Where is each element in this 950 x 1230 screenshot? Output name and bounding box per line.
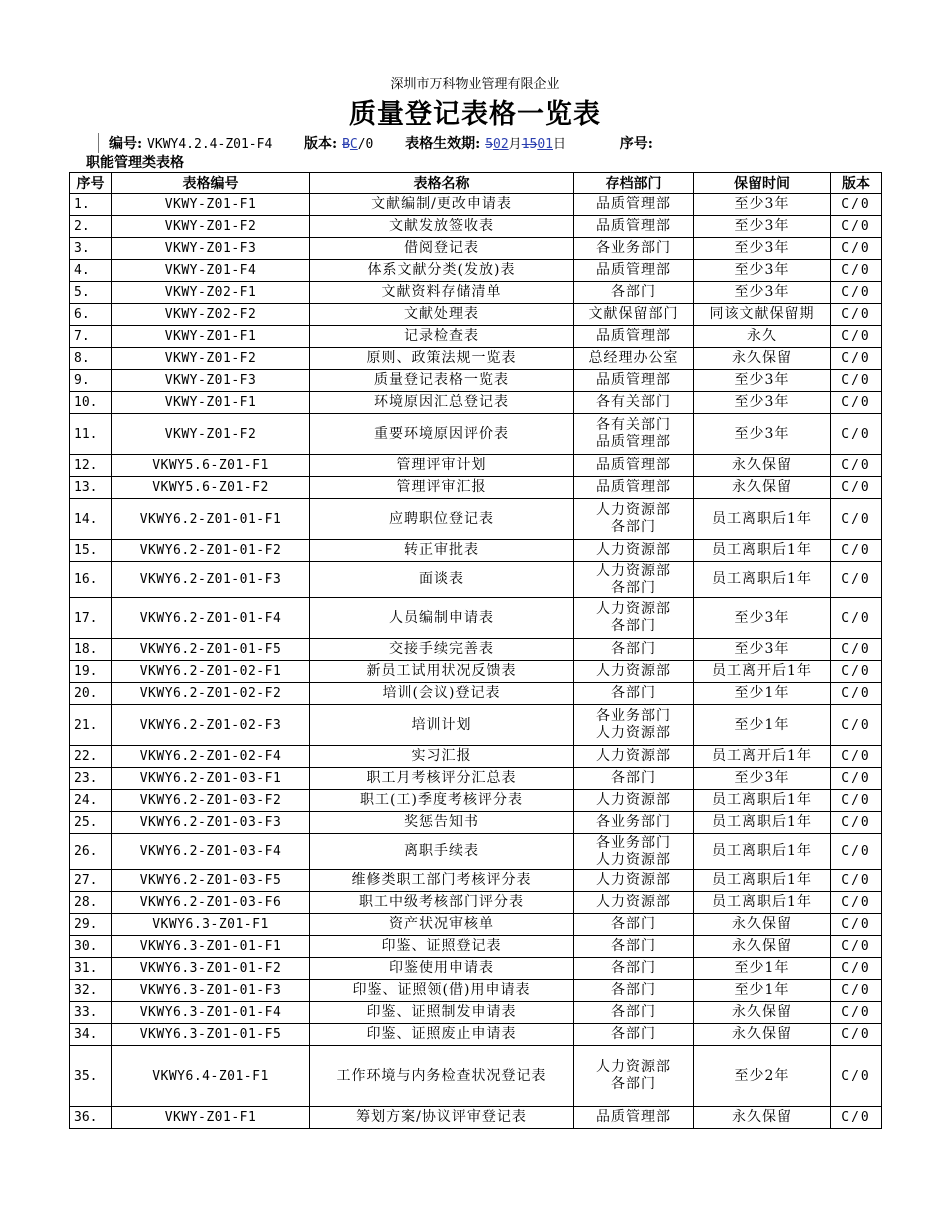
form-code: VKWY6.2-Z01-01-F2	[112, 540, 310, 562]
col-header-name: 表格名称	[310, 173, 574, 194]
form-code: VKWY6.3-Z01-01-F1	[112, 936, 310, 958]
form-version: C/0	[831, 598, 882, 639]
row-number: 13.	[70, 477, 112, 499]
form-version: C/0	[831, 1002, 882, 1024]
retention-period: 至少3年	[694, 639, 831, 661]
form-name: 环境原因汇总登记表	[310, 392, 574, 414]
form-code: VKWY6.2-Z01-02-F2	[112, 683, 310, 705]
row-number: 22.	[70, 746, 112, 768]
table-row	[70, 216, 882, 238]
form-code: VKWY6.2-Z01-01-F3	[112, 562, 310, 598]
retention-period: 至少3年	[694, 194, 831, 216]
form-version: C/0	[831, 348, 882, 370]
row-number: 18.	[70, 639, 112, 661]
form-name: 筹划方案/协议评审登记表	[310, 1107, 574, 1129]
form-version: C/0	[831, 562, 882, 598]
form-name: 面谈表	[310, 562, 574, 598]
version-struck: B	[342, 137, 350, 152]
code-value: VKWY4.2.4-Z01-F4	[147, 137, 273, 152]
form-code: VKWY-Z02-F2	[112, 304, 310, 326]
form-name: 借阅登记表	[310, 238, 574, 260]
row-number: 16.	[70, 562, 112, 598]
form-name: 印鉴、证照领(借)用申请表	[310, 980, 574, 1002]
form-name: 维修类职工部门考核评分表	[310, 870, 574, 892]
form-name: 职工月考核评分汇总表	[310, 768, 574, 790]
form-code: VKWY6.2-Z01-01-F1	[112, 499, 310, 540]
row-number: 7.	[70, 326, 112, 348]
form-version: C/0	[831, 705, 882, 746]
form-name: 新员工试用状况反馈表	[310, 661, 574, 683]
archive-dept: 各部门	[574, 980, 694, 1002]
archive-dept: 品质管理部	[574, 216, 694, 238]
table-row	[70, 477, 882, 499]
table-row	[70, 958, 882, 980]
day-struck: 15	[521, 137, 538, 152]
form-code: VKWY-Z01-F2	[112, 414, 310, 455]
retention-period: 至少3年	[694, 392, 831, 414]
form-code: VKWY6.3-Z01-01-F2	[112, 958, 310, 980]
form-code: VKWY6.3-Z01-01-F5	[112, 1024, 310, 1046]
form-name: 工作环境与内务检查状况登记表	[310, 1046, 574, 1107]
form-version: C/0	[831, 392, 882, 414]
row-number: 23.	[70, 768, 112, 790]
table-row	[70, 562, 882, 598]
archive-dept: 品质管理部	[574, 477, 694, 499]
retention-period: 永久保留	[694, 1002, 831, 1024]
page-title: 质量登记表格一览表	[349, 99, 601, 130]
retention-period: 至少1年	[694, 958, 831, 980]
form-name: 交接手续完善表	[310, 639, 574, 661]
form-code: VKWY6.3-Z01-01-F3	[112, 980, 310, 1002]
retention-period: 员工离职后1年	[694, 812, 831, 834]
retention-period: 至少1年	[694, 705, 831, 746]
retention-period: 至少3年	[694, 414, 831, 455]
form-name: 奖惩告知书	[310, 812, 574, 834]
retention-period: 员工离职后1年	[694, 562, 831, 598]
form-version: C/0	[831, 958, 882, 980]
form-version: C/0	[831, 414, 882, 455]
version-value: C	[349, 137, 358, 152]
row-number: 33.	[70, 1002, 112, 1024]
form-code: VKWY5.6-Z01-F2	[112, 477, 310, 499]
form-name: 文献发放签收表	[310, 216, 574, 238]
version-label: 版本:	[304, 136, 338, 152]
form-version: C/0	[831, 936, 882, 958]
form-code: VKWY5.6-Z01-F1	[112, 455, 310, 477]
archive-dept: 各部门	[574, 639, 694, 661]
row-number: 30.	[70, 936, 112, 958]
retention-period: 至少1年	[694, 980, 831, 1002]
row-number: 8.	[70, 348, 112, 370]
retention-period: 员工离职后1年	[694, 499, 831, 540]
form-version: C/0	[831, 683, 882, 705]
row-number: 21.	[70, 705, 112, 746]
archive-dept: 人力资源部	[574, 661, 694, 683]
col-header-code: 表格编号	[112, 173, 310, 194]
archive-dept: 人力资源部 各部门	[574, 598, 694, 639]
form-code: VKWY-Z01-F3	[112, 238, 310, 260]
table-row	[70, 768, 882, 790]
col-header-no: 序号	[70, 173, 112, 194]
form-name: 职工(工)季度考核评分表	[310, 790, 574, 812]
retention-period: 永久保留	[694, 1024, 831, 1046]
retention-period: 永久保留	[694, 914, 831, 936]
form-version: C/0	[831, 370, 882, 392]
form-code: VKWY-Z01-F1	[112, 392, 310, 414]
table-row	[70, 1046, 882, 1107]
archive-dept: 各有关部门 品质管理部	[574, 414, 694, 455]
retention-period: 至少3年	[694, 260, 831, 282]
form-code: VKWY-Z01-F1	[112, 326, 310, 348]
table-row	[70, 661, 882, 683]
archive-dept: 品质管理部	[574, 326, 694, 348]
archive-dept: 品质管理部	[574, 1107, 694, 1129]
table-row	[70, 746, 882, 768]
document-meta	[98, 133, 909, 153]
table-header-row	[70, 173, 882, 194]
day-unit: 日	[553, 137, 567, 152]
retention-period: 至少1年	[694, 683, 831, 705]
retention-period: 员工离职后1年	[694, 892, 831, 914]
form-version: C/0	[831, 477, 882, 499]
form-code: VKWY6.2-Z01-02-F4	[112, 746, 310, 768]
table-row	[70, 392, 882, 414]
form-version: C/0	[831, 892, 882, 914]
archive-dept: 各部门	[574, 683, 694, 705]
archive-dept: 人力资源部 各部门	[574, 1046, 694, 1107]
month-value: 02	[493, 137, 509, 152]
month-struck: 5	[485, 137, 494, 152]
archive-dept: 各业务部门	[574, 238, 694, 260]
form-name: 原则、政策法规一览表	[310, 348, 574, 370]
table-row	[70, 499, 882, 540]
archive-dept: 人力资源部	[574, 746, 694, 768]
retention-period: 员工离开后1年	[694, 661, 831, 683]
archive-dept: 人力资源部	[574, 870, 694, 892]
retention-period: 员工离开后1年	[694, 746, 831, 768]
row-number: 24.	[70, 790, 112, 812]
retention-period: 员工离职后1年	[694, 870, 831, 892]
row-number: 29.	[70, 914, 112, 936]
row-number: 27.	[70, 870, 112, 892]
form-name: 记录检查表	[310, 326, 574, 348]
form-version: C/0	[831, 639, 882, 661]
table-row	[70, 540, 882, 562]
form-name: 管理评审汇报	[310, 477, 574, 499]
table-row	[70, 980, 882, 1002]
row-number: 26.	[70, 834, 112, 870]
table-row	[70, 914, 882, 936]
retention-period: 员工离职后1年	[694, 540, 831, 562]
form-name: 转正审批表	[310, 540, 574, 562]
form-code: VKWY-Z01-F1	[112, 194, 310, 216]
form-code: VKWY6.2-Z01-03-F6	[112, 892, 310, 914]
form-code: VKWY-Z02-F1	[112, 282, 310, 304]
form-code: VKWY6.2-Z01-03-F4	[112, 834, 310, 870]
form-version: C/0	[831, 980, 882, 1002]
form-version: C/0	[831, 790, 882, 812]
form-version: C/0	[831, 1024, 882, 1046]
table-row	[70, 870, 882, 892]
form-code: VKWY6.2-Z01-03-F3	[112, 812, 310, 834]
row-number: 17.	[70, 598, 112, 639]
retention-period: 至少3年	[694, 216, 831, 238]
version-suffix: /0	[357, 137, 374, 152]
row-number: 4.	[70, 260, 112, 282]
retention-period: 员工离职后1年	[694, 834, 831, 870]
col-header-dept: 存档部门	[574, 173, 694, 194]
archive-dept: 品质管理部	[574, 194, 694, 216]
form-code: VKWY-Z01-F3	[112, 370, 310, 392]
archive-dept: 各部门	[574, 1024, 694, 1046]
row-number: 25.	[70, 812, 112, 834]
form-code: VKWY-Z01-F1	[112, 1107, 310, 1129]
section-title: 职能管理类表格	[86, 155, 184, 171]
table-row	[70, 598, 882, 639]
form-name: 质量登记表格一览表	[310, 370, 574, 392]
form-code: VKWY6.2-Z01-01-F5	[112, 639, 310, 661]
archive-dept: 各业务部门	[574, 812, 694, 834]
form-version: C/0	[831, 540, 882, 562]
retention-period: 至少3年	[694, 370, 831, 392]
archive-dept: 品质管理部	[574, 370, 694, 392]
table-row	[70, 304, 882, 326]
retention-period: 员工离职后1年	[694, 790, 831, 812]
retention-period: 永久保留	[694, 936, 831, 958]
row-number: 1.	[70, 194, 112, 216]
form-name: 管理评审计划	[310, 455, 574, 477]
retention-period: 至少3年	[694, 238, 831, 260]
retention-period: 同该文献保留期	[694, 304, 831, 326]
archive-dept: 品质管理部	[574, 260, 694, 282]
form-name: 培训(会议)登记表	[310, 683, 574, 705]
form-name: 印鉴、证照登记表	[310, 936, 574, 958]
archive-dept: 人力资源部	[574, 790, 694, 812]
archive-dept: 人力资源部	[574, 892, 694, 914]
form-name: 文献编制/更改申请表	[310, 194, 574, 216]
retention-period: 永久保留	[694, 348, 831, 370]
row-number: 31.	[70, 958, 112, 980]
retention-period: 永久	[694, 326, 831, 348]
form-version: C/0	[831, 661, 882, 683]
form-version: C/0	[831, 238, 882, 260]
retention-period: 至少3年	[694, 598, 831, 639]
row-number: 15.	[70, 540, 112, 562]
form-name: 资产状况审核单	[310, 914, 574, 936]
table-row	[70, 812, 882, 834]
day-value: 01	[537, 137, 553, 152]
form-version: C/0	[831, 282, 882, 304]
row-number: 14.	[70, 499, 112, 540]
form-name: 培训计划	[310, 705, 574, 746]
row-number: 35.	[70, 1046, 112, 1107]
archive-dept: 人力资源部 各部门	[574, 562, 694, 598]
archive-dept: 人力资源部 各部门	[574, 499, 694, 540]
retention-period: 永久保留	[694, 455, 831, 477]
form-name: 实习汇报	[310, 746, 574, 768]
form-code: VKWY-Z01-F4	[112, 260, 310, 282]
archive-dept: 各部门	[574, 914, 694, 936]
form-version: C/0	[831, 455, 882, 477]
form-code: VKWY6.2-Z01-03-F2	[112, 790, 310, 812]
form-name: 人员编制申请表	[310, 598, 574, 639]
form-version: C/0	[831, 812, 882, 834]
form-code: VKWY6.4-Z01-F1	[112, 1046, 310, 1107]
form-code: VKWY6.3-Z01-01-F4	[112, 1002, 310, 1024]
archive-dept: 各部门	[574, 936, 694, 958]
archive-dept: 各部门	[574, 282, 694, 304]
archive-dept: 各部门	[574, 958, 694, 980]
row-number: 6.	[70, 304, 112, 326]
table-row	[70, 834, 882, 870]
table-row	[70, 892, 882, 914]
table-row	[70, 639, 882, 661]
form-name: 印鉴使用申请表	[310, 958, 574, 980]
table-row	[70, 705, 882, 746]
archive-dept: 各部门	[574, 1002, 694, 1024]
form-name: 离职手续表	[310, 834, 574, 870]
archive-dept: 品质管理部	[574, 455, 694, 477]
form-version: C/0	[831, 1046, 882, 1107]
form-name: 职工中级考核部门评分表	[310, 892, 574, 914]
table-row	[70, 238, 882, 260]
form-code: VKWY6.2-Z01-02-F3	[112, 705, 310, 746]
form-version: C/0	[831, 746, 882, 768]
form-name: 应聘职位登记表	[310, 499, 574, 540]
archive-dept: 文献保留部门	[574, 304, 694, 326]
row-number: 2.	[70, 216, 112, 238]
archive-dept: 各业务部门 人力资源部	[574, 705, 694, 746]
effective-label: 表格生效期:	[405, 136, 481, 152]
table-row	[70, 683, 882, 705]
row-number: 5.	[70, 282, 112, 304]
archive-dept: 人力资源部	[574, 540, 694, 562]
form-name: 文献资料存储清单	[310, 282, 574, 304]
retention-period: 至少2年	[694, 1046, 831, 1107]
month-unit: 月	[508, 137, 522, 152]
form-version: C/0	[831, 304, 882, 326]
table-row	[70, 414, 882, 455]
form-code: VKWY-Z01-F2	[112, 216, 310, 238]
form-version: C/0	[831, 216, 882, 238]
table-row	[70, 936, 882, 958]
table-row	[70, 260, 882, 282]
form-version: C/0	[831, 768, 882, 790]
form-version: C/0	[831, 499, 882, 540]
table-row	[70, 370, 882, 392]
form-code: VKWY6.2-Z01-02-F1	[112, 661, 310, 683]
form-code: VKWY-Z01-F2	[112, 348, 310, 370]
retention-period: 永久保留	[694, 1107, 831, 1129]
form-code: VKWY6.3-Z01-F1	[112, 914, 310, 936]
archive-dept: 总经理办公室	[574, 348, 694, 370]
retention-period: 永久保留	[694, 477, 831, 499]
forms-table	[69, 172, 882, 1129]
table-row	[70, 455, 882, 477]
form-version: C/0	[831, 260, 882, 282]
row-number: 32.	[70, 980, 112, 1002]
seq-label: 序号:	[619, 136, 653, 152]
row-number: 36.	[70, 1107, 112, 1129]
table-row	[70, 1024, 882, 1046]
form-version: C/0	[831, 870, 882, 892]
retention-period: 至少3年	[694, 768, 831, 790]
row-number: 11.	[70, 414, 112, 455]
form-version: C/0	[831, 834, 882, 870]
table-row	[70, 790, 882, 812]
table-row	[70, 326, 882, 348]
form-name: 文献处理表	[310, 304, 574, 326]
code-label: 编号:	[109, 136, 143, 152]
archive-dept: 各有关部门	[574, 392, 694, 414]
row-number: 9.	[70, 370, 112, 392]
archive-dept: 各业务部门 人力资源部	[574, 834, 694, 870]
form-version: C/0	[831, 914, 882, 936]
form-version: C/0	[831, 194, 882, 216]
form-version: C/0	[831, 1107, 882, 1129]
form-name: 印鉴、证照制发申请表	[310, 1002, 574, 1024]
retention-period: 至少3年	[694, 282, 831, 304]
table-row	[70, 1107, 882, 1129]
table-row	[70, 348, 882, 370]
row-number: 28.	[70, 892, 112, 914]
company-name: 深圳市万科物业管理有限企业	[390, 77, 560, 92]
form-version: C/0	[831, 326, 882, 348]
form-code: VKWY6.2-Z01-03-F1	[112, 768, 310, 790]
col-header-version: 版本	[831, 173, 882, 194]
table-row	[70, 194, 882, 216]
form-code: VKWY6.2-Z01-03-F5	[112, 870, 310, 892]
form-name: 重要环境原因评价表	[310, 414, 574, 455]
row-number: 34.	[70, 1024, 112, 1046]
row-number: 20.	[70, 683, 112, 705]
archive-dept: 各部门	[574, 768, 694, 790]
form-name: 印鉴、证照废止申请表	[310, 1024, 574, 1046]
table-row	[70, 1002, 882, 1024]
row-number: 10.	[70, 392, 112, 414]
row-number: 12.	[70, 455, 112, 477]
row-number: 3.	[70, 238, 112, 260]
form-code: VKWY6.2-Z01-01-F4	[112, 598, 310, 639]
col-header-keep: 保留时间	[694, 173, 831, 194]
table-row	[70, 282, 882, 304]
form-name: 体系文献分类(发放)表	[310, 260, 574, 282]
row-number: 19.	[70, 661, 112, 683]
